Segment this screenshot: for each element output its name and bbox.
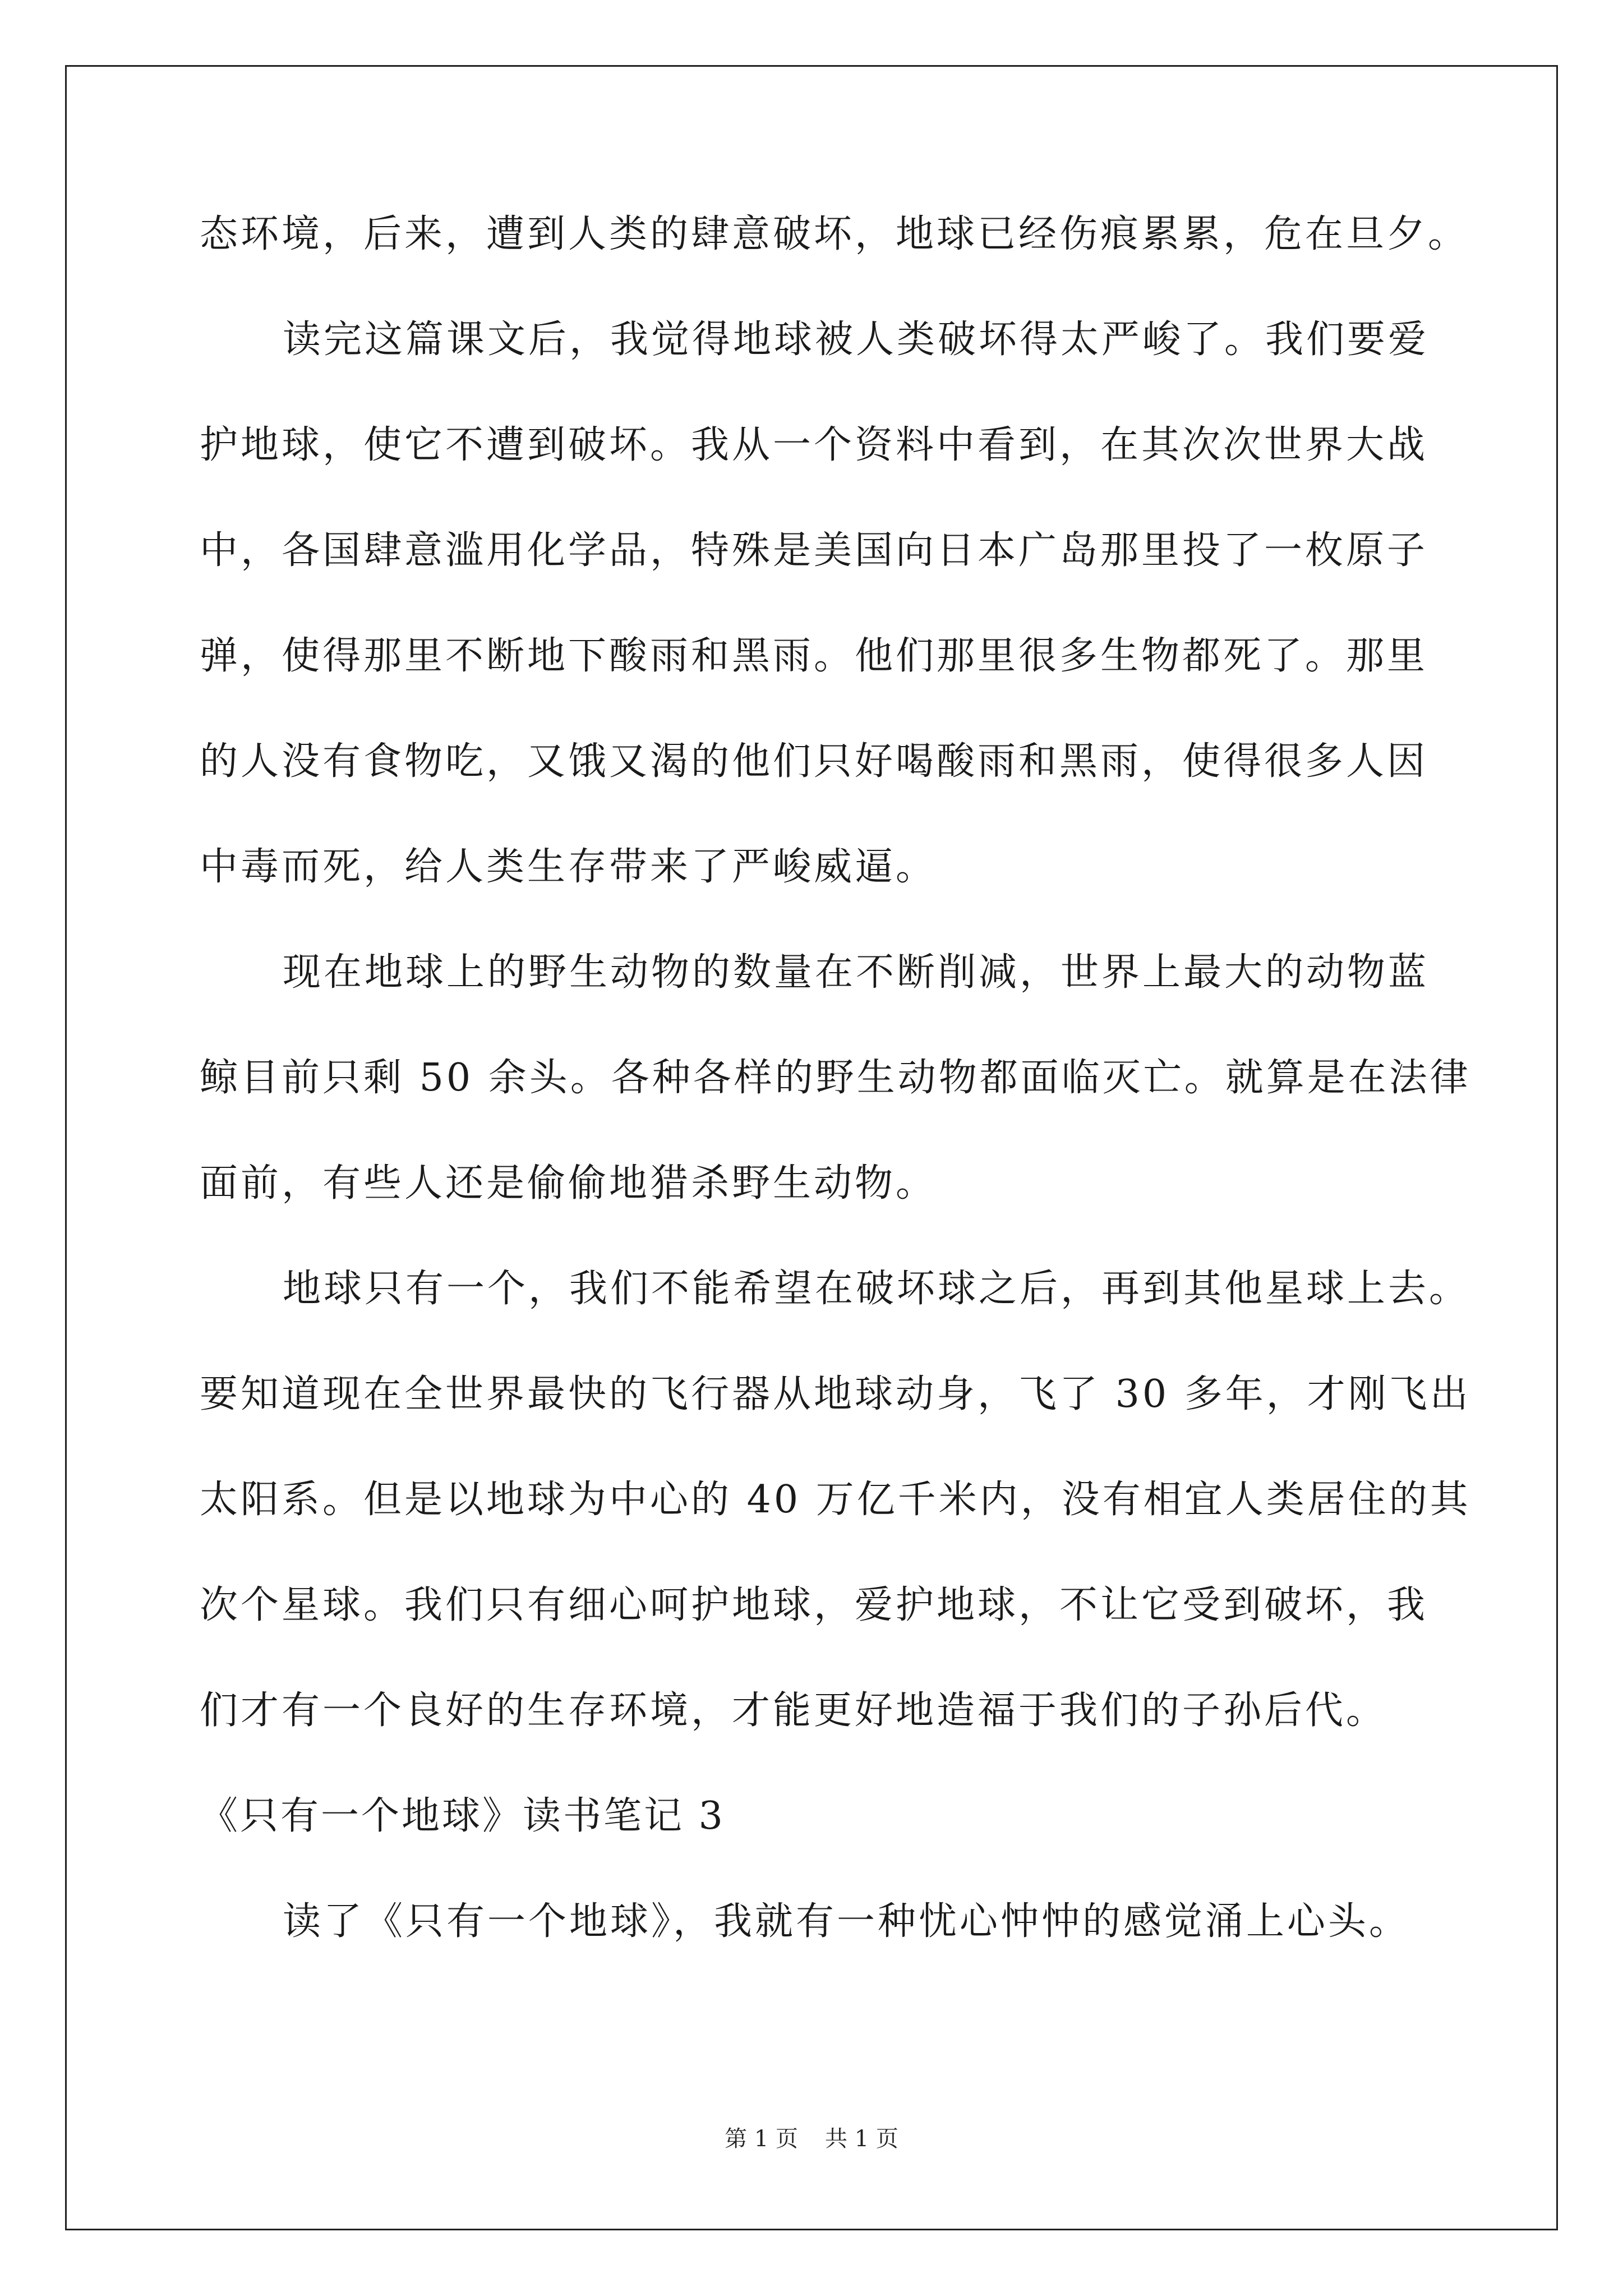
text-line: 们才有一个良好的生存环境，才能更好地造福于我们的子孙后代。	[200, 1688, 1387, 1733]
text-line: 次个星球。我们只有细心呵护地球，爱护地球，不让它受到破坏，我	[200, 1583, 1428, 1627]
text-line: 护地球，使它不遭到破坏。我从一个资料中看到，在其次次世界大战	[200, 423, 1428, 467]
text-line: 中毒而死，给人类生存带来了严峻威逼。	[200, 845, 937, 889]
page-number-current: 第 1 页	[725, 2126, 798, 2152]
text-line: 中，各国肆意滥用化学品，特殊是美国向日本广岛那里投了一枚原子	[200, 528, 1428, 573]
page-footer	[0, 2125, 1623, 2153]
paragraph-start-line: 现在地球上的野生动物的数量在不断削减，世界上最大的动物蓝	[283, 950, 1430, 995]
paragraph-start-line: 地球只有一个，我们不能希望在破坏球之后，再到其他星球上去。	[283, 1267, 1470, 1311]
text-line: 态环境，后来，遭到人类的肆意破坏，地球已经伤痕累累，危在旦夕。	[200, 212, 1469, 256]
text-line: 弹，使得那里不断地下酸雨和黑雨。他们那里很多生物都死了。那里	[200, 634, 1428, 678]
text-line: 要知道现在全世界最快的飞行器从地球动身，飞了 30 多年，才刚飞出	[200, 1372, 1471, 1416]
section-heading: 《只有一个地球》读书笔记 3	[200, 1794, 725, 1838]
text-line: 太阳系。但是以地球为中心的 40 万亿千米内，没有相宜人类居住的其	[200, 1478, 1471, 1522]
text-line: 面前，有些人还是偷偷地猎杀野生动物。	[200, 1161, 937, 1205]
text-line: 鲸目前只剩 50 余头。各种各样的野生动物都面临灭亡。就算是在法律	[200, 1056, 1471, 1100]
text-line: 的人没有食物吃，又饿又渴的他们只好喝酸雨和黑雨，使得很多人因	[200, 739, 1428, 784]
paragraph-start-line: 读了《只有一个地球》，我就有一种忧心忡忡的感觉涌上心头。	[283, 1899, 1410, 1944]
page-number-total: 共 1 页	[825, 2126, 898, 2152]
paragraph-start-line: 读完这篇课文后，我觉得地球被人类破坏得太严峻了。我们要爱	[283, 318, 1430, 362]
document-body	[200, 208, 1471, 2000]
